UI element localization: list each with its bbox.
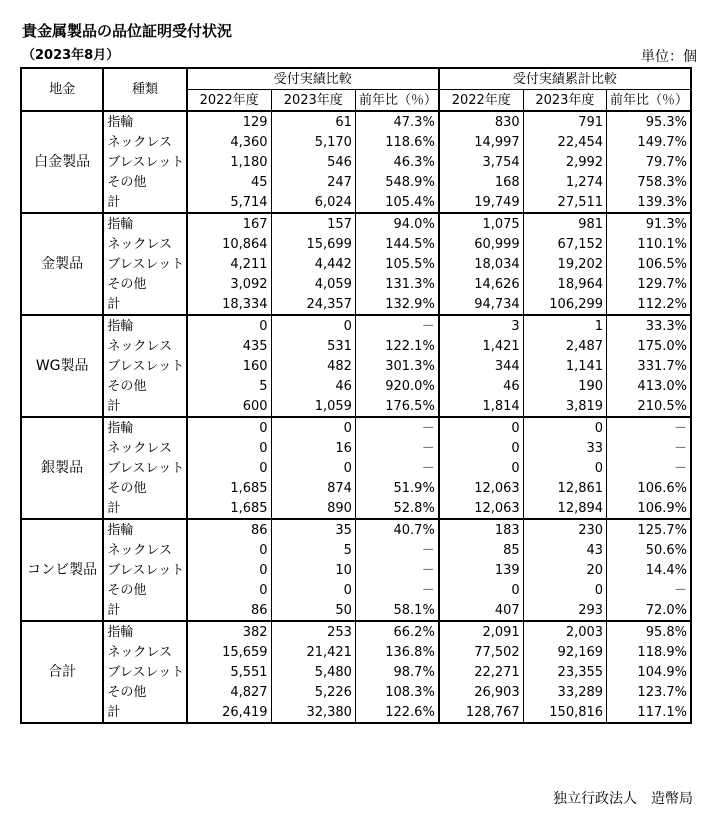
cumulative-yoy-cell: 112.2% <box>607 294 691 315</box>
cumulative-yoy-cell: － <box>607 417 691 438</box>
product-kind-cell: ブレスレット <box>103 152 186 172</box>
table-row <box>21 478 691 498</box>
table-row <box>21 540 691 560</box>
table-row <box>21 356 691 376</box>
cumulative-2022-cell: 19,749 <box>439 192 523 213</box>
certification-table <box>20 67 692 724</box>
cumulative-2023-cell: 33 <box>523 438 606 458</box>
table-row <box>21 519 691 540</box>
product-kind-cell: 計 <box>103 702 186 723</box>
cumulative-yoy-cell: 106.5% <box>607 254 691 274</box>
product-kind-cell: ブレスレット <box>103 662 186 682</box>
cumulative-yoy-cell: 95.3% <box>607 111 691 132</box>
monthly-2023-cell: 32,380 <box>271 702 355 723</box>
cumulative-2022-cell: 0 <box>439 580 523 600</box>
header-cumulative-group: 受付実績累計比較 <box>439 68 691 90</box>
monthly-2022-cell: 5,551 <box>187 662 271 682</box>
cumulative-2022-cell: 139 <box>439 560 523 580</box>
monthly-yoy-cell: 136.8% <box>355 642 438 662</box>
table-row <box>21 192 691 213</box>
cumulative-yoy-cell: 139.3% <box>607 192 691 213</box>
monthly-yoy-cell: 40.7% <box>355 519 438 540</box>
monthly-yoy-cell: 66.2% <box>355 621 438 642</box>
header-monthly-yoy: 前年比（％） <box>355 90 438 112</box>
cumulative-2023-cell: 1 <box>523 315 606 336</box>
monthly-2023-cell: 4,442 <box>271 254 355 274</box>
cumulative-yoy-cell: － <box>607 580 691 600</box>
monthly-2023-cell: 5,480 <box>271 662 355 682</box>
monthly-2023-cell: 5,170 <box>271 132 355 152</box>
monthly-2022-cell: 0 <box>187 580 271 600</box>
cumulative-2023-cell: 19,202 <box>523 254 606 274</box>
monthly-2022-cell: 435 <box>187 336 271 356</box>
monthly-2023-cell: 531 <box>271 336 355 356</box>
cumulative-2023-cell: 23,355 <box>523 662 606 682</box>
metal-category-cell: 銀製品 <box>21 417 103 519</box>
monthly-2023-cell: 15,699 <box>271 234 355 254</box>
monthly-2023-cell: 546 <box>271 152 355 172</box>
cumulative-yoy-cell: 104.9% <box>607 662 691 682</box>
cumulative-2022-cell: 12,063 <box>439 498 523 519</box>
table-row <box>21 458 691 478</box>
monthly-2022-cell: 10,864 <box>187 234 271 254</box>
monthly-2023-cell: 0 <box>271 458 355 478</box>
table-row <box>21 152 691 172</box>
monthly-2023-cell: 5,226 <box>271 682 355 702</box>
table-row <box>21 274 691 294</box>
monthly-2023-cell: 21,421 <box>271 642 355 662</box>
monthly-yoy-cell: 144.5% <box>355 234 438 254</box>
cumulative-2022-cell: 14,997 <box>439 132 523 152</box>
product-kind-cell: 指輪 <box>103 111 186 132</box>
monthly-2023-cell: 0 <box>271 417 355 438</box>
cumulative-yoy-cell: 106.6% <box>607 478 691 498</box>
table-row <box>21 600 691 621</box>
table-row <box>21 376 691 396</box>
cumulative-yoy-cell: 79.7% <box>607 152 691 172</box>
table-row <box>21 438 691 458</box>
product-kind-cell: 計 <box>103 192 186 213</box>
monthly-2023-cell: 482 <box>271 356 355 376</box>
product-kind-cell: 指輪 <box>103 315 186 336</box>
monthly-2023-cell: 6,024 <box>271 192 355 213</box>
monthly-2022-cell: 0 <box>187 438 271 458</box>
monthly-2022-cell: 0 <box>187 560 271 580</box>
monthly-2023-cell: 61 <box>271 111 355 132</box>
cumulative-2022-cell: 0 <box>439 417 523 438</box>
cumulative-yoy-cell: 106.9% <box>607 498 691 519</box>
monthly-2023-cell: 35 <box>271 519 355 540</box>
table-row <box>21 294 691 315</box>
cumulative-2023-cell: 293 <box>523 600 606 621</box>
header-kind: 種類 <box>103 68 186 111</box>
monthly-2023-cell: 10 <box>271 560 355 580</box>
cumulative-yoy-cell: 125.7% <box>607 519 691 540</box>
monthly-yoy-cell: 46.3% <box>355 152 438 172</box>
product-kind-cell: 計 <box>103 396 186 417</box>
table-row <box>21 580 691 600</box>
header-metal: 地金 <box>21 68 103 111</box>
table-row <box>21 213 691 234</box>
product-kind-cell: ブレスレット <box>103 254 186 274</box>
report-period: （2023年8月） <box>22 48 120 63</box>
cumulative-2022-cell: 22,271 <box>439 662 523 682</box>
cumulative-2022-cell: 85 <box>439 540 523 560</box>
cumulative-yoy-cell: 14.4% <box>607 560 691 580</box>
monthly-2022-cell: 129 <box>187 111 271 132</box>
cumulative-2022-cell: 3,754 <box>439 152 523 172</box>
header-monthly-group: 受付実績比較 <box>187 68 439 90</box>
monthly-yoy-cell: 131.3% <box>355 274 438 294</box>
product-kind-cell: 指輪 <box>103 519 186 540</box>
cumulative-2023-cell: 3,819 <box>523 396 606 417</box>
monthly-2023-cell: 890 <box>271 498 355 519</box>
cumulative-2022-cell: 407 <box>439 600 523 621</box>
monthly-yoy-cell: － <box>355 560 438 580</box>
monthly-2023-cell: 16 <box>271 438 355 458</box>
cumulative-2023-cell: 0 <box>523 417 606 438</box>
header-monthly-2022: 2022年度 <box>187 90 271 112</box>
monthly-2022-cell: 4,211 <box>187 254 271 274</box>
cumulative-2023-cell: 2,487 <box>523 336 606 356</box>
cumulative-2023-cell: 33,289 <box>523 682 606 702</box>
monthly-2022-cell: 1,685 <box>187 498 271 519</box>
product-kind-cell: ネックレス <box>103 642 186 662</box>
cumulative-2023-cell: 230 <box>523 519 606 540</box>
monthly-2022-cell: 5 <box>187 376 271 396</box>
monthly-2022-cell: 600 <box>187 396 271 417</box>
table-row <box>21 560 691 580</box>
monthly-yoy-cell: 51.9% <box>355 478 438 498</box>
cumulative-yoy-cell: 175.0% <box>607 336 691 356</box>
monthly-yoy-cell: － <box>355 580 438 600</box>
cumulative-2022-cell: 2,091 <box>439 621 523 642</box>
monthly-yoy-cell: 132.9% <box>355 294 438 315</box>
monthly-2022-cell: 382 <box>187 621 271 642</box>
table-row <box>21 417 691 438</box>
monthly-2023-cell: 24,357 <box>271 294 355 315</box>
cumulative-yoy-cell: 95.8% <box>607 621 691 642</box>
cumulative-2023-cell: 2,003 <box>523 621 606 642</box>
monthly-yoy-cell: 122.1% <box>355 336 438 356</box>
cumulative-2022-cell: 168 <box>439 172 523 192</box>
cumulative-2022-cell: 18,034 <box>439 254 523 274</box>
table-row <box>21 498 691 519</box>
product-kind-cell: ブレスレット <box>103 458 186 478</box>
monthly-yoy-cell: － <box>355 417 438 438</box>
monthly-yoy-cell: － <box>355 438 438 458</box>
table-row <box>21 682 691 702</box>
monthly-2022-cell: 18,334 <box>187 294 271 315</box>
product-kind-cell: 指輪 <box>103 621 186 642</box>
table-row <box>21 172 691 192</box>
cumulative-2023-cell: 1,274 <box>523 172 606 192</box>
monthly-yoy-cell: 47.3% <box>355 111 438 132</box>
monthly-2023-cell: 0 <box>271 315 355 336</box>
product-kind-cell: その他 <box>103 274 186 294</box>
monthly-2023-cell: 157 <box>271 213 355 234</box>
cumulative-yoy-cell: 110.1% <box>607 234 691 254</box>
cumulative-2023-cell: 791 <box>523 111 606 132</box>
monthly-yoy-cell: 94.0% <box>355 213 438 234</box>
monthly-2022-cell: 0 <box>187 458 271 478</box>
cumulative-yoy-cell: 50.6% <box>607 540 691 560</box>
unit-label: 単位：個 <box>641 49 697 65</box>
monthly-2023-cell: 46 <box>271 376 355 396</box>
monthly-yoy-cell: 105.4% <box>355 192 438 213</box>
table-row <box>21 621 691 642</box>
cumulative-2023-cell: 92,169 <box>523 642 606 662</box>
cumulative-2022-cell: 830 <box>439 111 523 132</box>
monthly-2022-cell: 160 <box>187 356 271 376</box>
table-row <box>21 336 691 356</box>
metal-category-cell: コンビ製品 <box>21 519 103 621</box>
table-row <box>21 702 691 723</box>
product-kind-cell: ネックレス <box>103 336 186 356</box>
table-row <box>21 254 691 274</box>
cumulative-yoy-cell: － <box>607 438 691 458</box>
product-kind-cell: その他 <box>103 376 186 396</box>
cumulative-2023-cell: 150,816 <box>523 702 606 723</box>
cumulative-yoy-cell: 149.7% <box>607 132 691 152</box>
product-kind-cell: 指輪 <box>103 417 186 438</box>
monthly-2023-cell: 1,059 <box>271 396 355 417</box>
product-kind-cell: ネックレス <box>103 438 186 458</box>
cumulative-2022-cell: 3 <box>439 315 523 336</box>
cumulative-2023-cell: 1,141 <box>523 356 606 376</box>
cumulative-2023-cell: 18,964 <box>523 274 606 294</box>
monthly-2023-cell: 874 <box>271 478 355 498</box>
monthly-yoy-cell: 118.6% <box>355 132 438 152</box>
cumulative-2023-cell: 0 <box>523 580 606 600</box>
product-kind-cell: 計 <box>103 294 186 315</box>
metal-category-cell: 白金製品 <box>21 111 103 213</box>
monthly-yoy-cell: 108.3% <box>355 682 438 702</box>
monthly-2022-cell: 0 <box>187 315 271 336</box>
monthly-yoy-cell: － <box>355 458 438 478</box>
monthly-2022-cell: 86 <box>187 600 271 621</box>
cumulative-yoy-cell: 413.0% <box>607 376 691 396</box>
monthly-yoy-cell: 301.3% <box>355 356 438 376</box>
monthly-2022-cell: 86 <box>187 519 271 540</box>
monthly-2022-cell: 4,827 <box>187 682 271 702</box>
cumulative-2022-cell: 12,063 <box>439 478 523 498</box>
cumulative-yoy-cell: 129.7% <box>607 274 691 294</box>
monthly-yoy-cell: 58.1% <box>355 600 438 621</box>
cumulative-2023-cell: 0 <box>523 458 606 478</box>
publisher-footer: 独立行政法人 造幣局 <box>553 791 693 807</box>
cumulative-yoy-cell: － <box>607 458 691 478</box>
product-kind-cell: その他 <box>103 172 186 192</box>
table-row <box>21 132 691 152</box>
product-kind-cell: ブレスレット <box>103 560 186 580</box>
cumulative-2023-cell: 43 <box>523 540 606 560</box>
cumulative-2022-cell: 344 <box>439 356 523 376</box>
cumulative-2023-cell: 190 <box>523 376 606 396</box>
header-monthly-2023: 2023年度 <box>271 90 355 112</box>
cumulative-2022-cell: 94,734 <box>439 294 523 315</box>
table-row <box>21 662 691 682</box>
monthly-2022-cell: 0 <box>187 540 271 560</box>
cumulative-2022-cell: 183 <box>439 519 523 540</box>
cumulative-yoy-cell: 72.0% <box>607 600 691 621</box>
monthly-2023-cell: 5 <box>271 540 355 560</box>
cumulative-2022-cell: 0 <box>439 438 523 458</box>
product-kind-cell: 計 <box>103 498 186 519</box>
monthly-2022-cell: 167 <box>187 213 271 234</box>
cumulative-yoy-cell: 33.3% <box>607 315 691 336</box>
cumulative-2022-cell: 1,814 <box>439 396 523 417</box>
cumulative-2023-cell: 67,152 <box>523 234 606 254</box>
product-kind-cell: 指輪 <box>103 213 186 234</box>
cumulative-2023-cell: 981 <box>523 213 606 234</box>
monthly-2022-cell: 4,360 <box>187 132 271 152</box>
table-row <box>21 111 691 132</box>
cumulative-2022-cell: 128,767 <box>439 702 523 723</box>
monthly-yoy-cell: 920.0% <box>355 376 438 396</box>
page-title: 貴金属製品の品位証明受付状況 <box>22 22 233 40</box>
monthly-2023-cell: 247 <box>271 172 355 192</box>
monthly-2022-cell: 45 <box>187 172 271 192</box>
cumulative-2022-cell: 77,502 <box>439 642 523 662</box>
product-kind-cell: ネックレス <box>103 132 186 152</box>
product-kind-cell: その他 <box>103 478 186 498</box>
monthly-2022-cell: 15,659 <box>187 642 271 662</box>
cumulative-2023-cell: 106,299 <box>523 294 606 315</box>
table-row <box>21 642 691 662</box>
cumulative-yoy-cell: 123.7% <box>607 682 691 702</box>
cumulative-2023-cell: 22,454 <box>523 132 606 152</box>
monthly-2023-cell: 253 <box>271 621 355 642</box>
header-row-1 <box>21 68 691 90</box>
cumulative-2022-cell: 46 <box>439 376 523 396</box>
header-cumulative-2023: 2023年度 <box>523 90 606 112</box>
cumulative-2022-cell: 26,903 <box>439 682 523 702</box>
cumulative-yoy-cell: 118.9% <box>607 642 691 662</box>
cumulative-2023-cell: 20 <box>523 560 606 580</box>
cumulative-2022-cell: 0 <box>439 458 523 478</box>
metal-category-cell: WG製品 <box>21 315 103 417</box>
monthly-yoy-cell: 176.5% <box>355 396 438 417</box>
monthly-2022-cell: 1,685 <box>187 478 271 498</box>
monthly-yoy-cell: 122.6% <box>355 702 438 723</box>
header-cumulative-2022: 2022年度 <box>439 90 523 112</box>
product-kind-cell: 計 <box>103 600 186 621</box>
cumulative-2022-cell: 60,999 <box>439 234 523 254</box>
cumulative-yoy-cell: 758.3% <box>607 172 691 192</box>
table-row <box>21 234 691 254</box>
header-cumulative-yoy: 前年比（％） <box>607 90 691 112</box>
monthly-2022-cell: 3,092 <box>187 274 271 294</box>
monthly-yoy-cell: 52.8% <box>355 498 438 519</box>
cumulative-2022-cell: 14,626 <box>439 274 523 294</box>
table-row <box>21 315 691 336</box>
metal-category-cell: 金製品 <box>21 213 103 315</box>
monthly-2022-cell: 5,714 <box>187 192 271 213</box>
monthly-yoy-cell: 548.9% <box>355 172 438 192</box>
monthly-2023-cell: 0 <box>271 580 355 600</box>
cumulative-yoy-cell: 117.1% <box>607 702 691 723</box>
cumulative-yoy-cell: 331.7% <box>607 356 691 376</box>
cumulative-yoy-cell: 210.5% <box>607 396 691 417</box>
monthly-2022-cell: 0 <box>187 417 271 438</box>
monthly-yoy-cell: － <box>355 540 438 560</box>
cumulative-2023-cell: 12,894 <box>523 498 606 519</box>
table-row <box>21 396 691 417</box>
cumulative-2023-cell: 27,511 <box>523 192 606 213</box>
product-kind-cell: ネックレス <box>103 234 186 254</box>
cumulative-2023-cell: 12,861 <box>523 478 606 498</box>
metal-category-cell: 合計 <box>21 621 103 723</box>
cumulative-2022-cell: 1,075 <box>439 213 523 234</box>
cumulative-2023-cell: 2,992 <box>523 152 606 172</box>
cumulative-2022-cell: 1,421 <box>439 336 523 356</box>
monthly-yoy-cell: 98.7% <box>355 662 438 682</box>
monthly-yoy-cell: 105.5% <box>355 254 438 274</box>
product-kind-cell: ネックレス <box>103 540 186 560</box>
cumulative-yoy-cell: 91.3% <box>607 213 691 234</box>
monthly-2022-cell: 26,419 <box>187 702 271 723</box>
product-kind-cell: その他 <box>103 682 186 702</box>
table-body <box>21 111 691 723</box>
product-kind-cell: ブレスレット <box>103 356 186 376</box>
monthly-2023-cell: 50 <box>271 600 355 621</box>
product-kind-cell: その他 <box>103 580 186 600</box>
monthly-2022-cell: 1,180 <box>187 152 271 172</box>
monthly-2023-cell: 4,059 <box>271 274 355 294</box>
monthly-yoy-cell: － <box>355 315 438 336</box>
